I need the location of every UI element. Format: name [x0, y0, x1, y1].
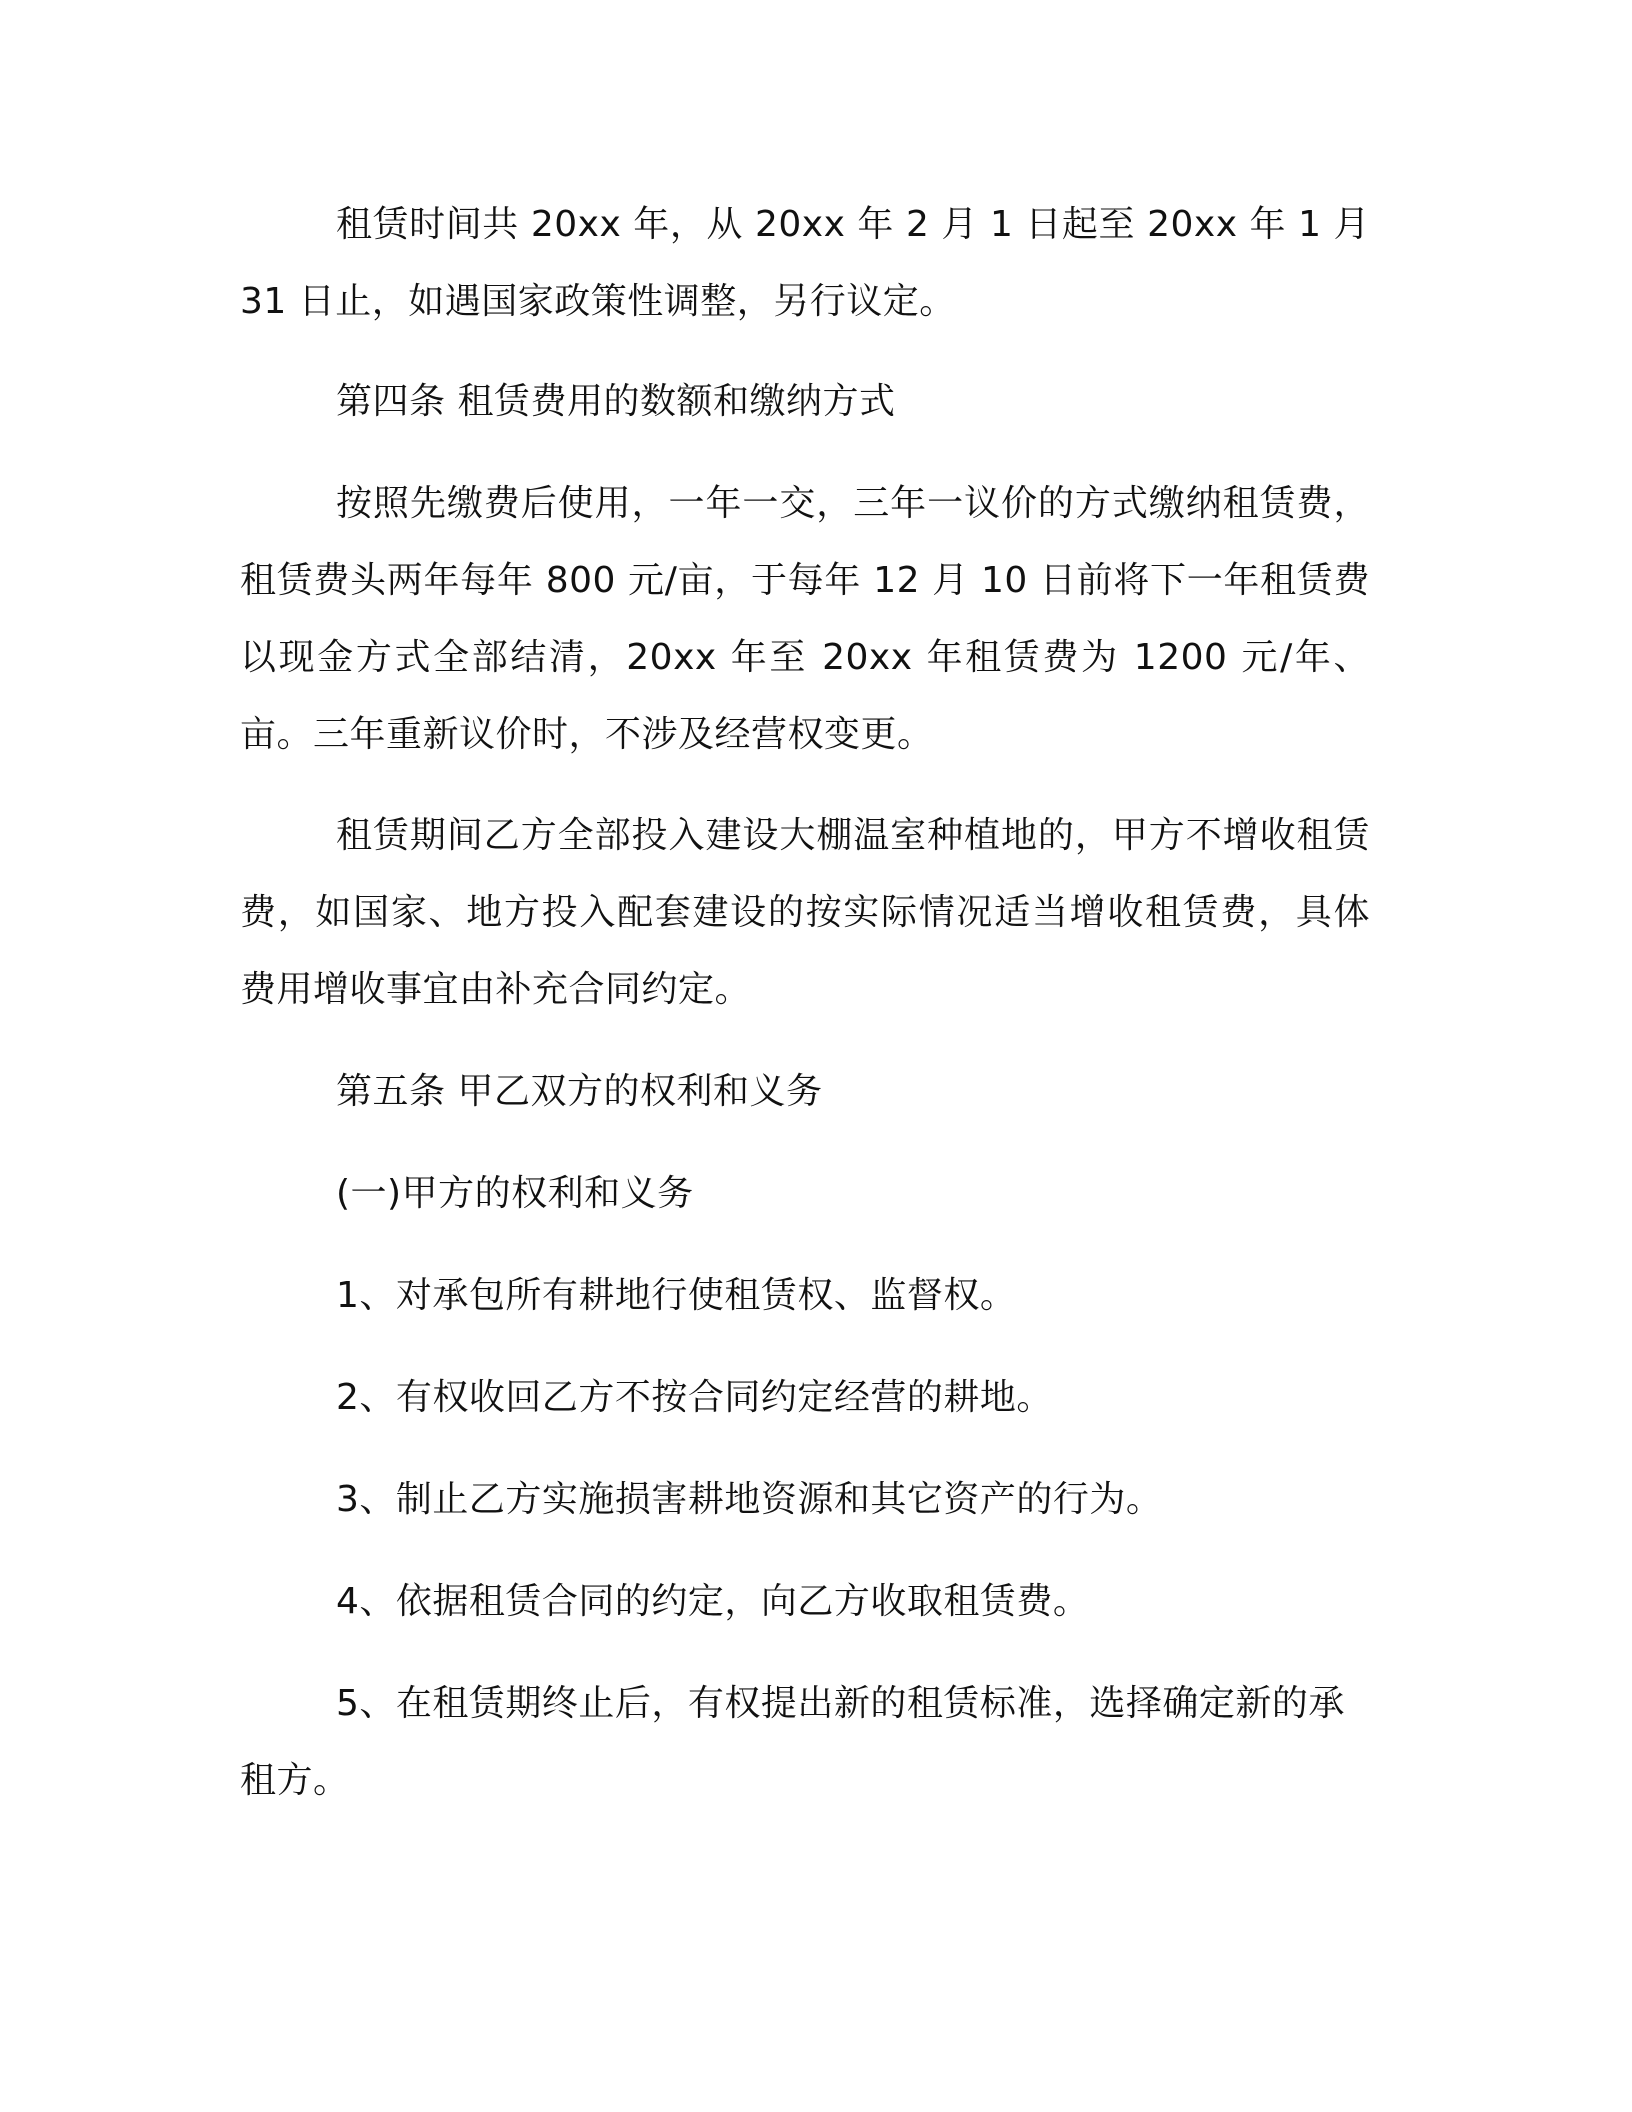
list-item-5: 5、在租赁期终止后，有权提出新的租赁标准，选择确定新的承租方。: [240, 1683, 1345, 1801]
list-item-4: 4、依据租赁合同的约定，向乙方收取租赁费。: [336, 1581, 1090, 1622]
list-item-3: 3、制止乙方实施损害耕地资源和其它资产的行为。: [336, 1479, 1163, 1520]
heading-party-a-rights: (一)甲方的权利和义务: [336, 1173, 694, 1214]
paragraph-lease-term: 租赁时间共 20xx 年，从 20xx 年 2 月 1 日起至 20xx 年 1 月 31 日止，如遇国家政策性调整，另行议定。: [240, 204, 1370, 322]
heading-article-five: 第五条 甲乙双方的权利和义务: [336, 1071, 823, 1112]
heading-article-four: 第四条 租赁费用的数额和缴纳方式: [336, 381, 896, 422]
paragraph-greenhouse-fee: 租赁期间乙方全部投入建设大棚温室种植地的，甲方不增收租赁费，如国家、地方投入配套建设的按实际情况适当增收租赁费，具体费用增收事宜由补充合同约定。: [240, 815, 1370, 1010]
paragraph-payment-method: 按照先缴费后使用，一年一交，三年一议价的方式缴纳租赁费，租赁费头两年每年 800 元/亩，于每年 12 月 10 日前将下一年租赁费以现金方式全部结清，20xx 年至 20xx 年租赁费为 1200 元/年、亩。三年重新议价时，不涉及经营权变更。: [240, 483, 1370, 755]
list-item-2: 2、有权收回乙方不按合同约定经营的耕地。: [336, 1377, 1053, 1418]
list-item-1: 1、对承包所有耕地行使租赁权、监督权。: [336, 1275, 1017, 1316]
